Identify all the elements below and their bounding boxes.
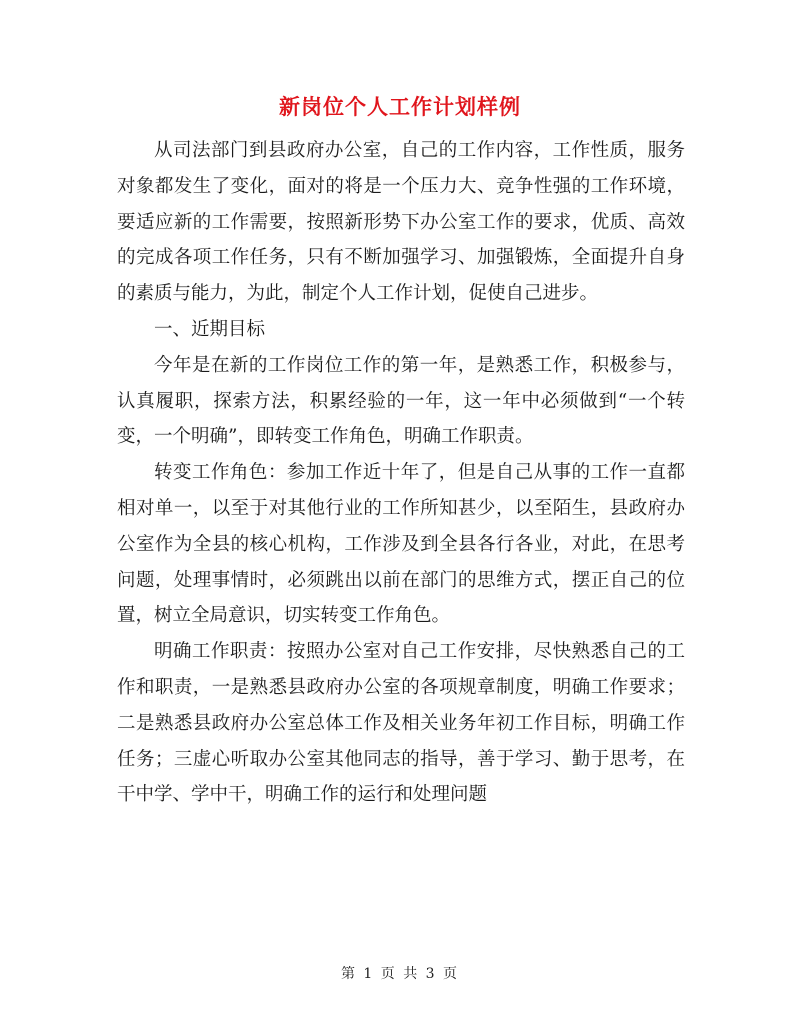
page-footer: 第 1 页 共 3 页 xyxy=(340,966,460,982)
section-heading-near-term-goals: 一、近期目标 xyxy=(154,318,266,340)
paragraph-first-year: 今年是在新的工作岗位工作的第一年，是熟悉工作，积极参与，认真履职，探索方法，积累经验的一年，这一年中必须做到“一个转变，一个明确”，即转变工作角色，明确工作职责。 xyxy=(117,354,685,448)
paragraph-duties: 明确工作职责：按照办公室对自己工作安排，尽快熟悉自己的工作和职责，一是熟悉县政府办公室的各项规章制度，明确工作要求；二是熟悉县政府办公室总体工作及相关业务年初工作目标，明确工作任务；三虚心听取办公室其他同志的指导，善于学习、勤于思考，在干中学、学中干，明确工作的运行和处理问题 xyxy=(117,641,685,806)
paragraph-intro: 从司法部门到县政府办公室，自己的工作内容，工作性质，服务对象都发生了变化，面对的将是一个压力大、竞争性强的工作环境，要适应新的工作需要，按照新形势下办公室工作的要求，优质、高效的完成各项工作任务，只有不断加强学习、加强锻炼，全面提升自身的素质与能力，为此，制定个人工作计划，促使自己进步。 xyxy=(117,140,685,305)
document-title: 新岗位个人工作计划样例 xyxy=(279,94,521,119)
document-body xyxy=(117,133,685,813)
paragraph-role-change: 转变工作角色：参加工作近十年了，但是自己从事的工作一直都相对单一，以至于对其他行业的工作所知甚少，以至陌生，县政府办公室作为全县的核心机构，工作涉及到全县各行各业，对此，在思考问题，处理事情时，必须跳出以前在部门的思维方式，摆正自己的位置，树立全局意识，切实转变工作角色。 xyxy=(117,462,685,627)
